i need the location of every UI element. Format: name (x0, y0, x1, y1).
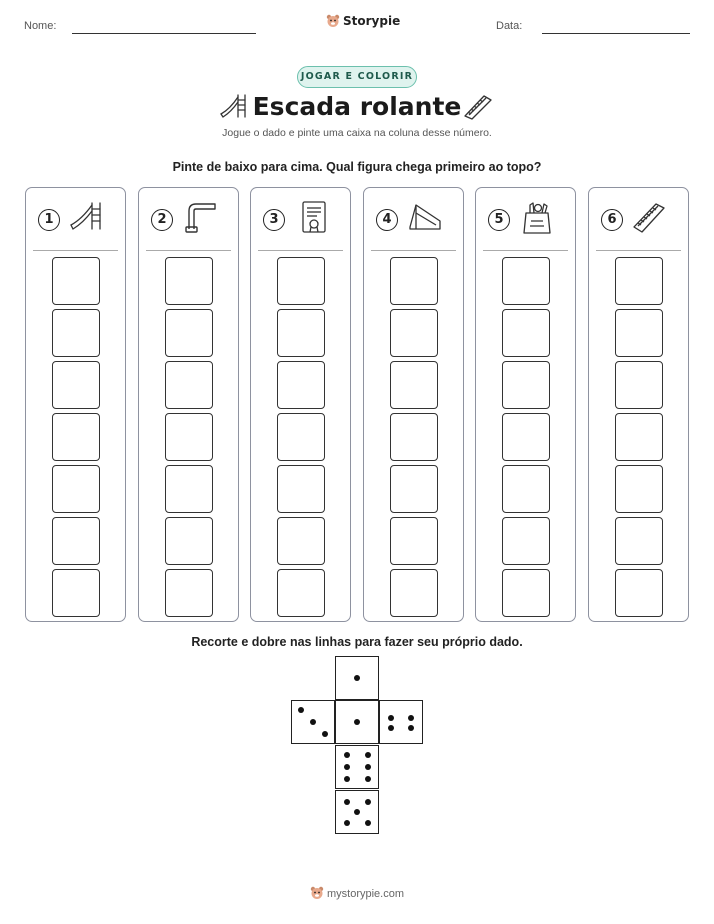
color-box[interactable] (390, 517, 438, 565)
footer-url: mystorypie.com (326, 888, 405, 900)
date-label: Data: (496, 20, 523, 32)
die-pip (354, 719, 360, 725)
color-box[interactable] (390, 361, 438, 409)
color-box[interactable] (165, 569, 213, 617)
color-box[interactable] (277, 413, 325, 461)
die-pip (344, 799, 350, 805)
column-1 (25, 187, 126, 622)
color-box[interactable] (502, 257, 550, 305)
column-4 (363, 187, 464, 622)
color-box[interactable] (165, 257, 213, 305)
column-number: 2 (151, 209, 173, 231)
color-box[interactable] (615, 413, 663, 461)
die-face-1 (335, 700, 379, 744)
color-box[interactable] (390, 413, 438, 461)
column-3 (250, 187, 351, 622)
color-box[interactable] (277, 309, 325, 357)
die-pip (408, 725, 414, 731)
color-box[interactable] (52, 413, 100, 461)
column-divider (371, 250, 456, 251)
die-pip (354, 675, 360, 681)
handrail-icon (181, 199, 219, 237)
die-pip (388, 725, 394, 731)
die-face-4 (379, 700, 423, 744)
color-box[interactable] (52, 257, 100, 305)
brand-name: Storypie (343, 14, 401, 28)
die-pip (310, 719, 316, 725)
die-face-5 (335, 790, 379, 834)
color-box[interactable] (615, 361, 663, 409)
die-pip (365, 799, 371, 805)
die-pip (365, 752, 371, 758)
column-divider (258, 250, 343, 251)
die-pip (344, 764, 350, 770)
color-box[interactable] (52, 517, 100, 565)
color-box[interactable] (277, 257, 325, 305)
dice-instruction: Recorte e dobre nas linhas para fazer seu próprio dado. (191, 635, 523, 649)
color-box[interactable] (52, 465, 100, 513)
die-face-3 (291, 700, 335, 744)
column-5 (475, 187, 576, 622)
color-box[interactable] (390, 465, 438, 513)
die-pip (298, 707, 304, 713)
color-box[interactable] (502, 413, 550, 461)
color-box[interactable] (165, 361, 213, 409)
column-number: 6 (601, 209, 623, 231)
die-pip (344, 820, 350, 826)
color-box[interactable] (502, 309, 550, 357)
color-box[interactable] (502, 465, 550, 513)
color-box[interactable] (390, 309, 438, 357)
die-pip (365, 820, 371, 826)
footer (0, 886, 714, 900)
activity-badge: JOGAR E COLORIR (297, 66, 417, 88)
color-box[interactable] (390, 257, 438, 305)
color-box[interactable] (277, 569, 325, 617)
color-box[interactable] (52, 569, 100, 617)
column-divider (146, 250, 231, 251)
column-number: 1 (38, 209, 60, 231)
color-box[interactable] (165, 517, 213, 565)
color-box[interactable] (165, 309, 213, 357)
slide-icon (68, 199, 106, 237)
color-box[interactable] (502, 517, 550, 565)
brand-logo (326, 14, 400, 28)
bear-icon (326, 14, 340, 28)
color-box[interactable] (165, 413, 213, 461)
column-2 (138, 187, 239, 622)
coloring-instruction: Pinte de baixo para cima. Qual figura chega primeiro ao topo? (172, 160, 542, 174)
date-line (542, 33, 690, 34)
die-pip (354, 809, 360, 815)
color-box[interactable] (615, 309, 663, 357)
color-box[interactable] (615, 517, 663, 565)
color-box[interactable] (277, 517, 325, 565)
name-line (72, 33, 256, 34)
die-face-6 (335, 745, 379, 789)
column-number: 3 (263, 209, 285, 231)
column-divider (596, 250, 681, 251)
die-pip (365, 764, 371, 770)
die-pip (344, 776, 350, 782)
certificate-icon (293, 199, 331, 237)
die-pip (322, 731, 328, 737)
column-number: 4 (376, 209, 398, 231)
name-label: Nome: (24, 20, 57, 32)
page-title: Escada rolante (252, 92, 462, 121)
die-pip (408, 715, 414, 721)
color-box[interactable] (502, 361, 550, 409)
color-box[interactable] (615, 569, 663, 617)
color-box[interactable] (52, 309, 100, 357)
grocery-bag-icon (518, 199, 556, 237)
column-divider (483, 250, 568, 251)
die-pip (388, 715, 394, 721)
column-6 (588, 187, 689, 622)
color-box[interactable] (502, 569, 550, 617)
die-pip (344, 752, 350, 758)
column-number: 5 (488, 209, 510, 231)
color-box[interactable] (615, 465, 663, 513)
die-pip (365, 776, 371, 782)
ramp-icon (406, 199, 444, 237)
escalator-icon (462, 92, 494, 120)
bear-icon (310, 886, 324, 900)
color-box[interactable] (615, 257, 663, 305)
die-face-1 (335, 656, 379, 700)
color-box[interactable] (277, 465, 325, 513)
color-box[interactable] (165, 465, 213, 513)
color-box[interactable] (277, 361, 325, 409)
column-divider (33, 250, 118, 251)
escalator-icon (631, 199, 669, 237)
page-subtitle: Jogue o dado e pinte uma caixa na coluna desse número. (222, 127, 492, 139)
color-box[interactable] (52, 361, 100, 409)
color-box[interactable] (390, 569, 438, 617)
